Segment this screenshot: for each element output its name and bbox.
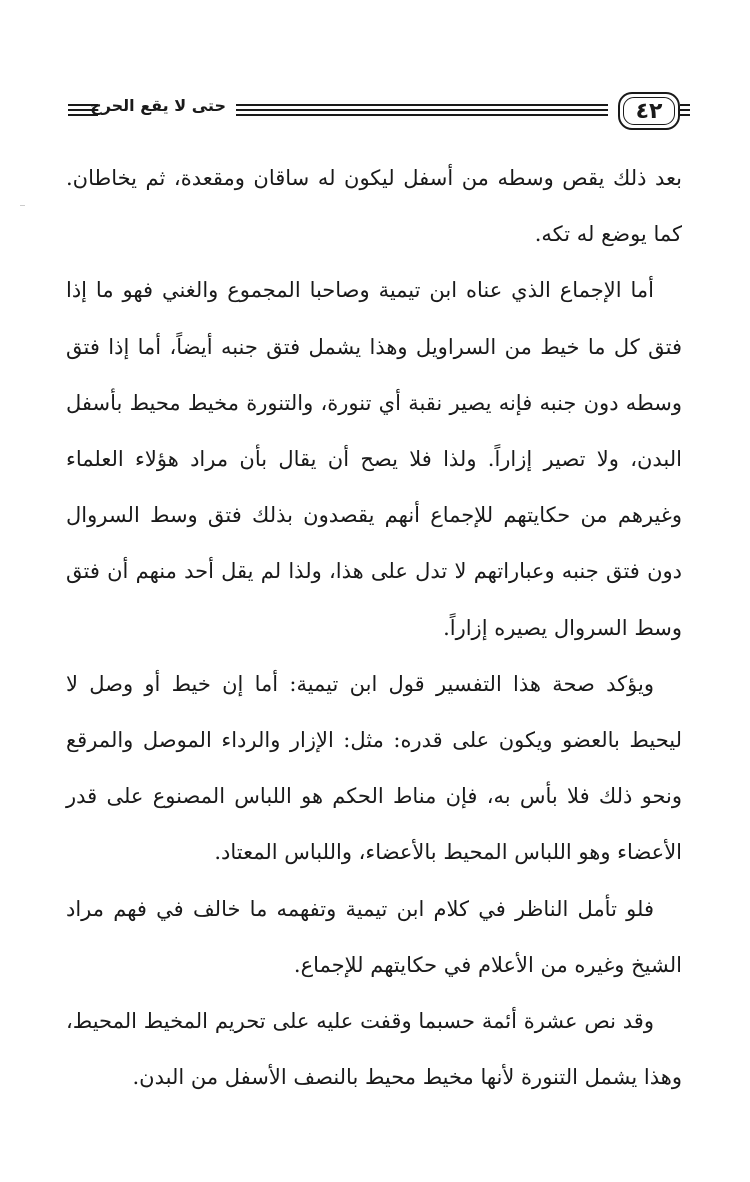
header-rule-right [680,104,690,118]
paragraph: فلو تأمل الناظر في كلام ابن تيمية وتفهمه ما خالف في فهم مراد الشيخ وغيره من الأعلام في حكايتهم للإجماع. [66,896,682,977]
scan-mark [20,205,25,206]
running-header [60,92,690,132]
page-number: ٤٢ [635,98,663,124]
paragraph: بعد ذلك يقص وسطه من أسفل ليكون له ساقان ومقعدة، ثم يخاطان. كما يوضع له تكه. [66,166,682,247]
paragraph: ويؤكد صحة هذا التفسير قول ابن تيمية: أما إن خيط أو وصل لا ليحيط بالعضو ويكون على قدره: مثل: الإزار والرداء الموصل والمرقع ونحو ذلك فلا بأس به، فإن مناط الحكم هو اللباس المصنوع على قدر الأعضاء وهو اللباس المحيط بالأعضاء، واللباس المعتاد. [66,671,682,865]
paragraph: وقد نص عشرة أئمة حسبما وقفت عليه على تحريم المخيط المحيط، وهذا يشمل التنورة لأنها مخيط محيط بالنصف الأسفل من البدن. [66,1009,682,1090]
running-title: حتى لا يقع الحرج [90,96,226,115]
paragraph: أما الإجماع الذي عناه ابن تيمية وصاحبا المجموع والغني فهو ما إذا فتق كل ما خيط من السراويل وهذا يشمل فتق جنبه أيضاً، أما إذا فتق وسطه دون جنبه فإنه يصير نقبة أي تنورة، والتنورة مخيط محيط بأسفل البدن، ولا تصير إزاراً. ولذا فلا يصح أن يقال بأن مراد هؤلاء العلماء وغيرهم من حكايتهم للإجماع أنهم يقصدون بذلك فتق وسط السروال دون فتق جنبه وعباراتهم لا تدل على هذا، ولذا لم يقل أحد منهم أن فتق وسط السروال يصيره إزاراً. [66,278,682,640]
page-number-frame [618,92,680,130]
header-rule-middle [236,104,608,118]
body-text [66,150,682,1105]
